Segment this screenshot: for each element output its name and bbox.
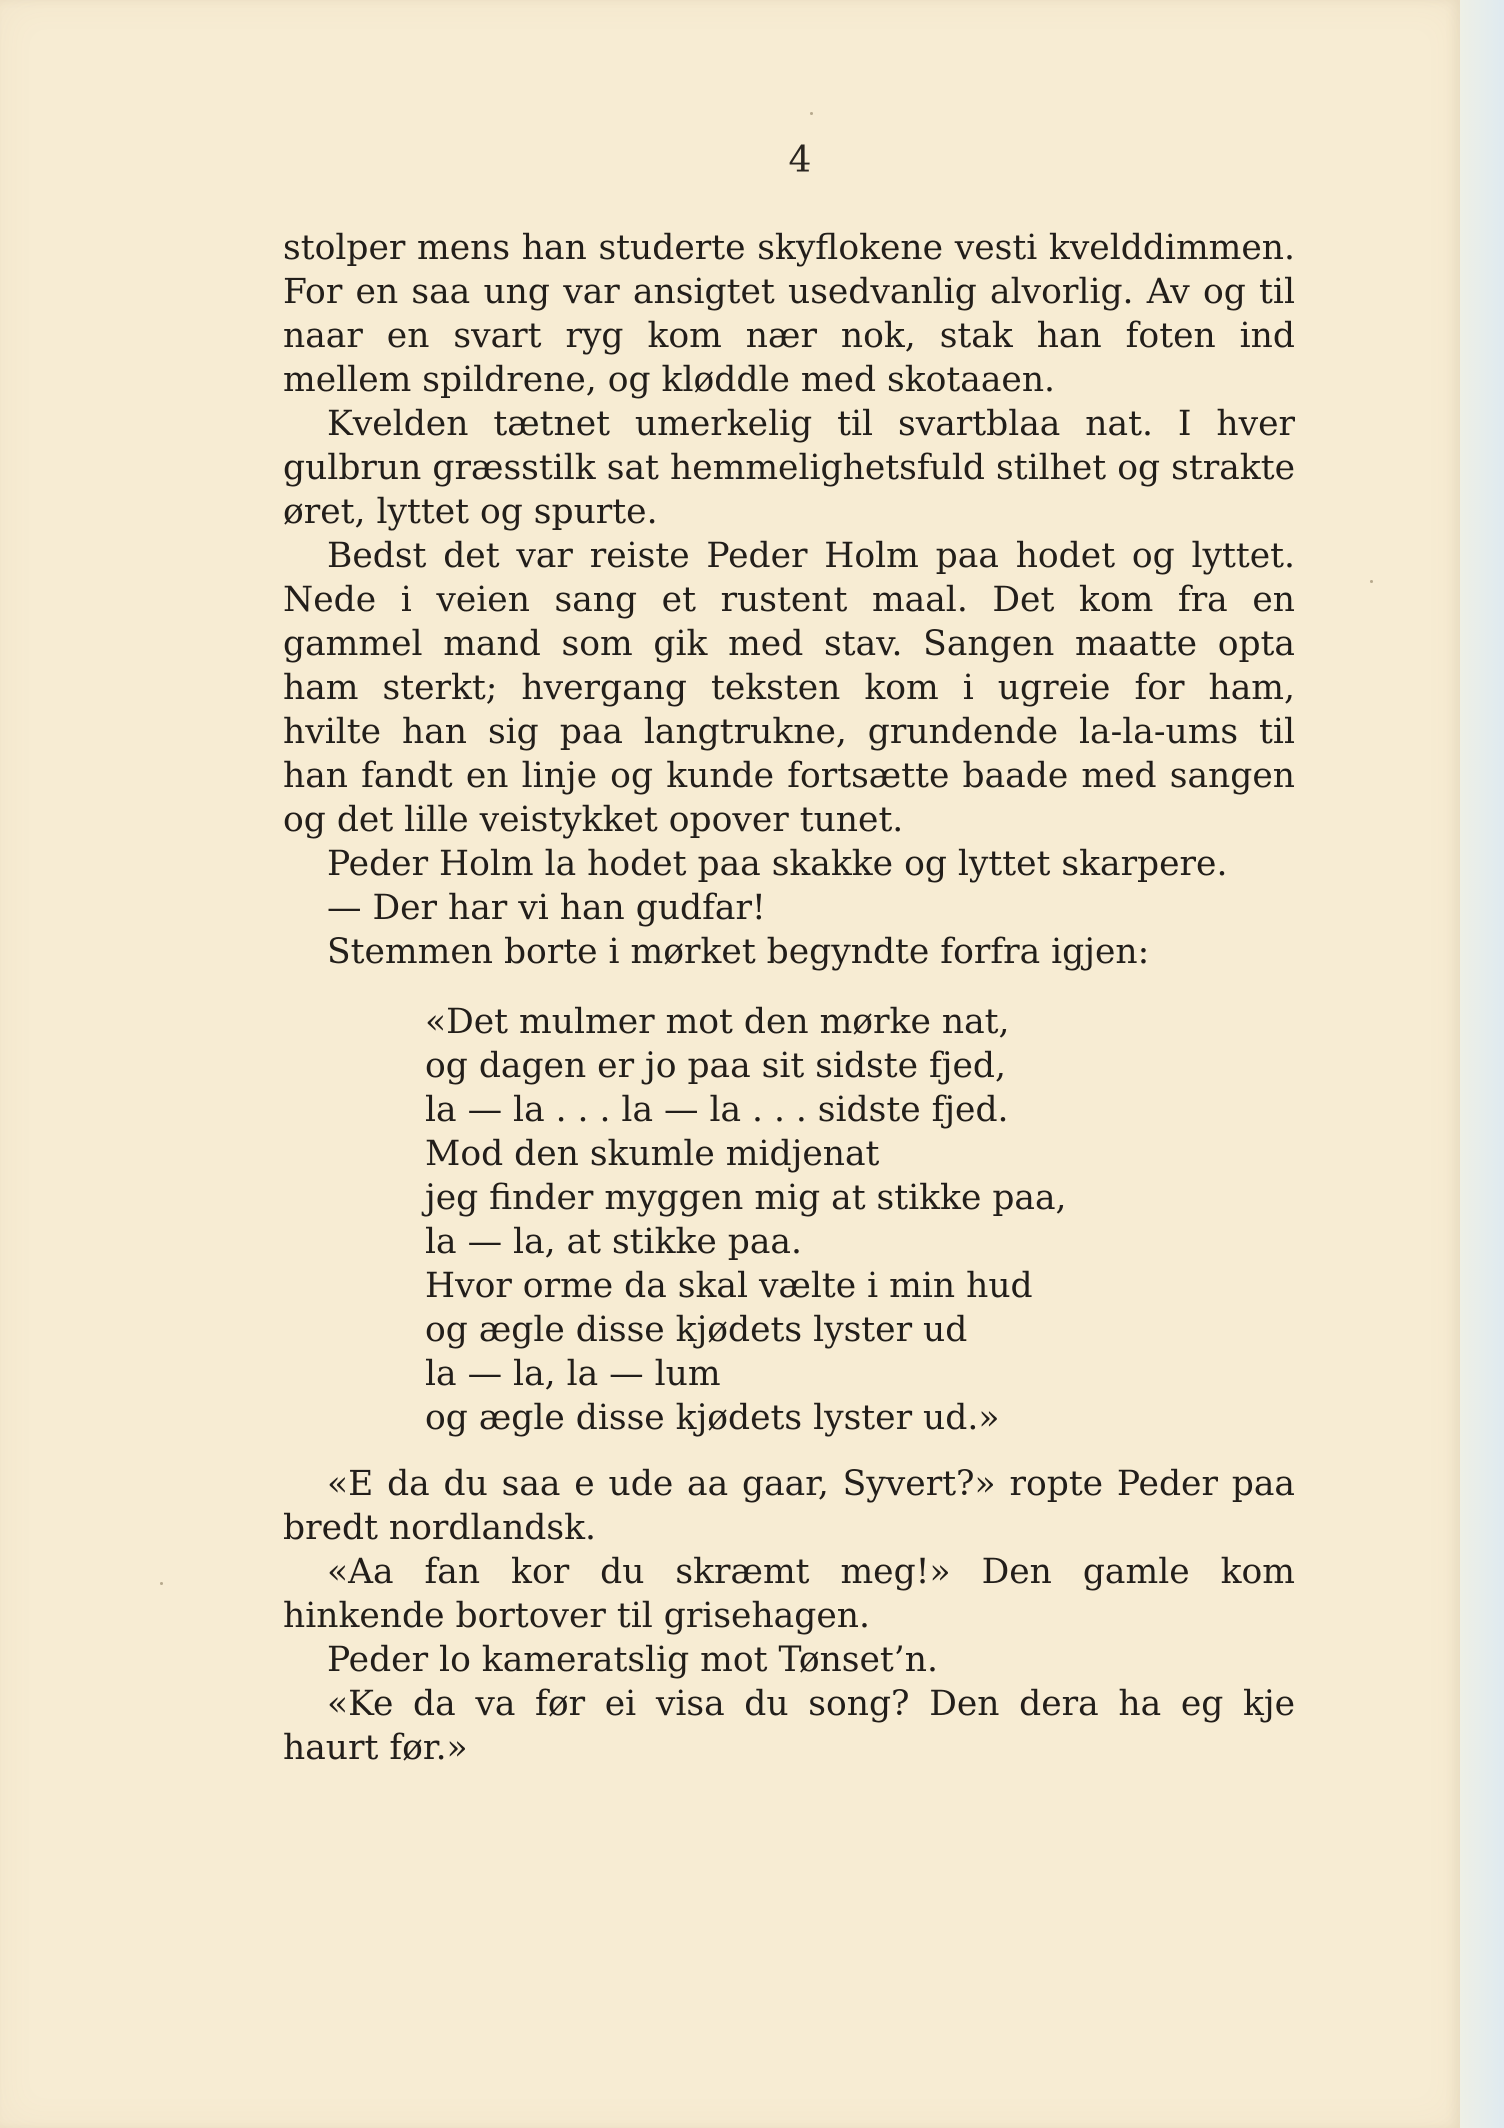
- dialogue-line: — Der har vi han gudfar!: [327, 888, 766, 928]
- verse-line: la — la . . . la — la . . . sidste fjed.: [425, 1090, 1009, 1130]
- page-number: 4: [788, 140, 812, 181]
- paragraph: Peder Holm la hodet paa skakke og lyttet skarpere.: [327, 844, 1228, 884]
- verse-line: og ægle disse kjødets lyster ud.»: [425, 1398, 1000, 1438]
- paragraph: Stemmen borte i mørket begyndte forfra igjen:: [327, 932, 1150, 972]
- body-text: [283, 226, 1295, 1770]
- dialogue-line: «E da du saa e ude aa gaar, Syvert?» ropte Peder paa bredt nordlandsk.: [283, 1464, 1295, 1548]
- verse-line: og dagen er jo paa sit sidste fjed,: [425, 1046, 1006, 1086]
- paper-speck: [810, 112, 813, 115]
- verse-line: la — la, at stikke paa.: [425, 1222, 802, 1262]
- paragraph: Bedst det var reiste Peder Holm paa hodet og lyttet. Nede i veien sang et rustent maal. Det kom fra en gammel mand som gik med stav. Sangen maatte opta ham sterkt; hvergang teksten kom i ugreie for ham, hvilte han sig paa langtrukne, grundende la-la-ums til han fandt en linje og kunde fortsætte baade med sangen og det lille veistykket opover tunet.: [283, 536, 1295, 840]
- scan-edge: [1460, 0, 1504, 2128]
- verse-line: Mod den skumle midjenat: [425, 1134, 880, 1174]
- verse-line: la — la, la — lum: [425, 1354, 721, 1394]
- paragraph: stolper mens han studerte skyflokene vesti kvelddimmen. For en saa ung var ansigtet usedvanlig alvorlig. Av og til naar en svart ryg kom nær nok, stak han foten ind mellem spildrene, og kløddle med skotaaen.: [283, 228, 1295, 400]
- dialogue-line: «Aa fan kor du skræmt meg!» Den gamle kom hinkende bortover til grisehagen.: [283, 1552, 1295, 1636]
- paper-speck: [1370, 580, 1373, 583]
- verse-line: Hvor orme da skal vælte i min hud: [425, 1266, 1033, 1306]
- paragraph: Kvelden tætnet umerkelig til svartblaa nat. I hver gulbrun græsstilk sat hemmelighetsfuld stilhet og strakte øret, lyttet og spurte.: [283, 404, 1295, 532]
- dialogue-line: «Ke da va før ei visa du song? Den dera ha eg kje haurt før.»: [283, 1684, 1295, 1768]
- verse-line: og ægle disse kjødets lyster ud: [425, 1310, 968, 1350]
- paper-speck: [160, 1582, 163, 1585]
- paragraph: Peder lo kameratslig mot Tønset’n.: [327, 1640, 938, 1680]
- verse-line: jeg finder myggen mig at stikke paa,: [425, 1178, 1067, 1218]
- song-verse: [283, 1000, 1295, 1440]
- verse-line: «Det mulmer mot den mørke nat,: [425, 1002, 1010, 1042]
